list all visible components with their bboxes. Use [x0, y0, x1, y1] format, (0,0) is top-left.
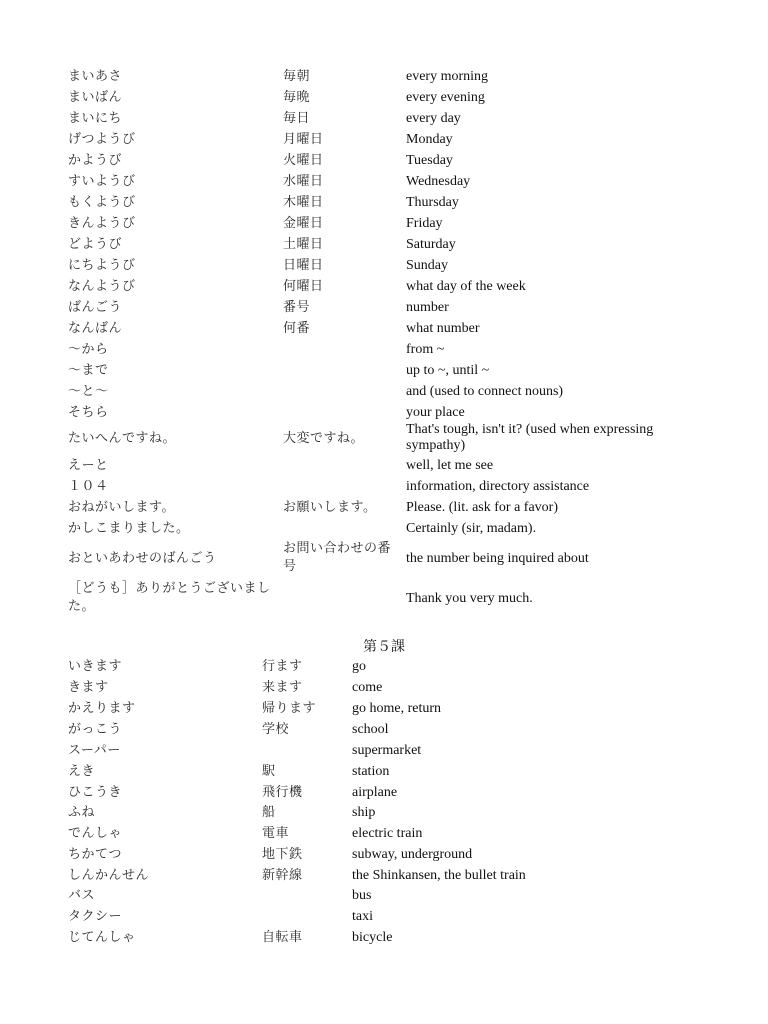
kana-cell: かしこまりました。	[68, 521, 190, 536]
kanji-cell: 何曜日	[283, 279, 324, 294]
lesson-heading: 第５課	[363, 639, 405, 655]
kanji-cell: 船	[262, 805, 276, 820]
kana-cell: かえります	[68, 701, 136, 716]
kana-cell: じてんしゃ	[68, 930, 136, 945]
kanji-cell: 土曜日	[283, 237, 324, 252]
kana-cell: まいあさ	[68, 69, 123, 84]
kana-cell: なんばん	[68, 321, 123, 336]
kana-cell: えーと	[68, 458, 109, 473]
kanji-cell: 地下鉄	[262, 847, 303, 862]
english-cell: Wednesday	[406, 174, 471, 189]
kana-cell: しんかんせん	[68, 868, 150, 883]
vocab-row	[0, 361, 768, 381]
english-cell: and (used to connect nouns)	[406, 384, 564, 399]
english-cell: information, directory assistance	[406, 479, 590, 494]
kanji-cell: 駅	[262, 764, 276, 779]
kana-cell: そちら	[68, 405, 109, 420]
vocab-row	[0, 580, 768, 618]
vocab-row	[0, 741, 768, 761]
kana-cell: でんしゃ	[68, 826, 123, 841]
vocab-row	[0, 783, 768, 803]
english-cell: go	[352, 659, 366, 674]
kana-cell: なんようび	[68, 279, 136, 294]
vocab-row	[0, 235, 768, 255]
kanji-cell: お願いします。	[283, 500, 377, 515]
kana-cell: にちようび	[68, 258, 136, 273]
english-cell: Certainly (sir, madam).	[406, 521, 537, 536]
kana-cell: ばんごう	[68, 300, 123, 315]
english-cell: bicycle	[352, 930, 393, 945]
kanji-cell: 金曜日	[283, 216, 324, 231]
english-cell: airplane	[352, 785, 398, 800]
kanji-cell: 水曜日	[283, 174, 324, 189]
vocab-row	[0, 130, 768, 150]
vocab-row	[0, 678, 768, 698]
vocab-row	[0, 277, 768, 297]
vocab-row	[0, 256, 768, 276]
english-cell: Saturday	[406, 237, 456, 252]
english-cell: what day of the week	[406, 279, 526, 294]
kanji-cell: 木曜日	[283, 195, 324, 210]
english-cell: come	[352, 680, 383, 695]
kanji-cell: 行ます	[262, 659, 303, 674]
vocab-row	[0, 657, 768, 677]
english-cell: Thank you very much.	[406, 591, 533, 606]
kana-cell: ～まで	[68, 363, 109, 378]
english-cell: station	[352, 764, 390, 779]
english-cell: supermarket	[352, 743, 422, 758]
kanji-cell: 学校	[262, 722, 290, 737]
kana-cell: ちかてつ	[68, 847, 123, 862]
kana-cell: タクシー	[68, 909, 123, 924]
kanji-cell: 番号	[283, 300, 311, 315]
english-cell: subway, underground	[352, 847, 473, 862]
vocab-row	[0, 214, 768, 234]
vocab-row	[0, 886, 768, 906]
kana-cell: どようび	[68, 237, 123, 252]
vocab-row	[0, 803, 768, 823]
english-cell: school	[352, 722, 389, 737]
kana-cell: スーパー	[68, 743, 121, 758]
vocab-row	[0, 720, 768, 740]
vocab-row	[0, 109, 768, 129]
vocab-row	[0, 762, 768, 782]
kanji-cell: 何番	[283, 321, 311, 336]
kana-cell: まいばん	[68, 90, 123, 105]
vocab-row	[0, 403, 768, 423]
kana-cell: もくようび	[68, 195, 136, 210]
english-cell: every day	[406, 111, 461, 126]
english-cell: electric train	[352, 826, 423, 841]
vocab-row	[0, 866, 768, 886]
vocab-row	[0, 382, 768, 402]
english-cell: number	[406, 300, 449, 315]
english-cell: Friday	[406, 216, 443, 231]
kanji-cell: 火曜日	[283, 153, 324, 168]
kana-cell: すいようび	[68, 174, 136, 189]
kanji-cell: 来ます	[262, 680, 303, 695]
vocab-row	[0, 422, 768, 456]
kana-cell: きます	[68, 680, 109, 695]
kana-cell: たいへんですね。	[68, 431, 177, 446]
english-cell: your place	[406, 405, 465, 420]
kana-cell: おといあわせのばんごう	[68, 551, 217, 566]
english-cell: taxi	[352, 909, 373, 924]
kana-cell: まいにち	[68, 111, 123, 126]
vocab-row	[0, 193, 768, 213]
english-cell: go home, return	[352, 701, 442, 716]
kanji-cell: 帰ります	[262, 701, 317, 716]
kana-cell: かようび	[68, 153, 123, 168]
vocab-row	[0, 151, 768, 171]
vocab-row	[0, 699, 768, 719]
english-cell: the number being inquired about	[406, 551, 589, 566]
kanji-cell: 月曜日	[283, 132, 324, 147]
kana-cell: ［どうも］ありがとうございました。	[68, 581, 271, 614]
kana-cell: ふね	[68, 805, 96, 820]
kana-cell: がっこう	[68, 722, 123, 737]
vocab-row	[0, 519, 768, 539]
vocab-row	[0, 172, 768, 192]
kanji-cell: 新幹線	[262, 868, 303, 883]
english-cell: ship	[352, 805, 376, 820]
vocab-row	[0, 498, 768, 518]
kanji-cell: 飛行機	[262, 785, 303, 800]
kanji-cell: 毎晩	[283, 90, 311, 105]
english-cell: Sunday	[406, 258, 448, 273]
kana-cell: えき	[68, 764, 96, 779]
vocab-row	[0, 67, 768, 87]
kanji-cell: 日曜日	[283, 258, 324, 273]
vocab-row	[0, 928, 768, 948]
vocab-row	[0, 88, 768, 108]
english-cell: Monday	[406, 132, 453, 147]
english-cell: the Shinkansen, the bullet train	[352, 868, 526, 883]
kanji-cell: お問い合わせの番号	[283, 541, 392, 574]
english-cell: That's tough, isn't it? (used when expressing sympathy)	[406, 422, 654, 453]
kana-cell: きんようび	[68, 216, 136, 231]
vocab-row	[0, 456, 768, 476]
english-cell: well, let me see	[406, 458, 494, 473]
kanji-cell: 電車	[262, 826, 290, 841]
kana-cell: おねがいします。	[68, 500, 175, 515]
english-cell: Please. (lit. ask for a favor)	[406, 500, 558, 515]
kana-cell: いきます	[68, 659, 123, 674]
kana-cell: げつようび	[68, 132, 136, 147]
kanji-cell: 毎日	[283, 111, 311, 126]
english-cell: bus	[352, 888, 372, 903]
kana-cell: ひこうき	[68, 785, 123, 800]
kanji-cell: 毎朝	[283, 69, 311, 84]
vocab-row	[0, 319, 768, 339]
kana-cell: ～と～	[68, 384, 109, 399]
kana-cell: １０４	[68, 479, 109, 494]
vocab-row	[0, 540, 768, 578]
english-cell: Tuesday	[406, 153, 453, 168]
vocab-row	[0, 477, 768, 497]
kana-cell: ～から	[68, 342, 109, 357]
vocab-row	[0, 845, 768, 865]
vocab-row	[0, 824, 768, 844]
english-cell: Thursday	[406, 195, 459, 210]
english-cell: what number	[406, 321, 480, 336]
english-cell: up to ~, until ~	[406, 363, 490, 378]
kana-cell: バス	[68, 888, 96, 903]
kanji-cell: 大変ですね。	[283, 431, 365, 446]
english-cell: every evening	[406, 90, 485, 105]
vocab-row	[0, 340, 768, 360]
vocab-row	[0, 907, 768, 927]
kanji-cell: 自転車	[262, 930, 303, 945]
english-cell: every morning	[406, 69, 489, 84]
english-cell: from ~	[406, 342, 445, 357]
vocab-row	[0, 298, 768, 318]
